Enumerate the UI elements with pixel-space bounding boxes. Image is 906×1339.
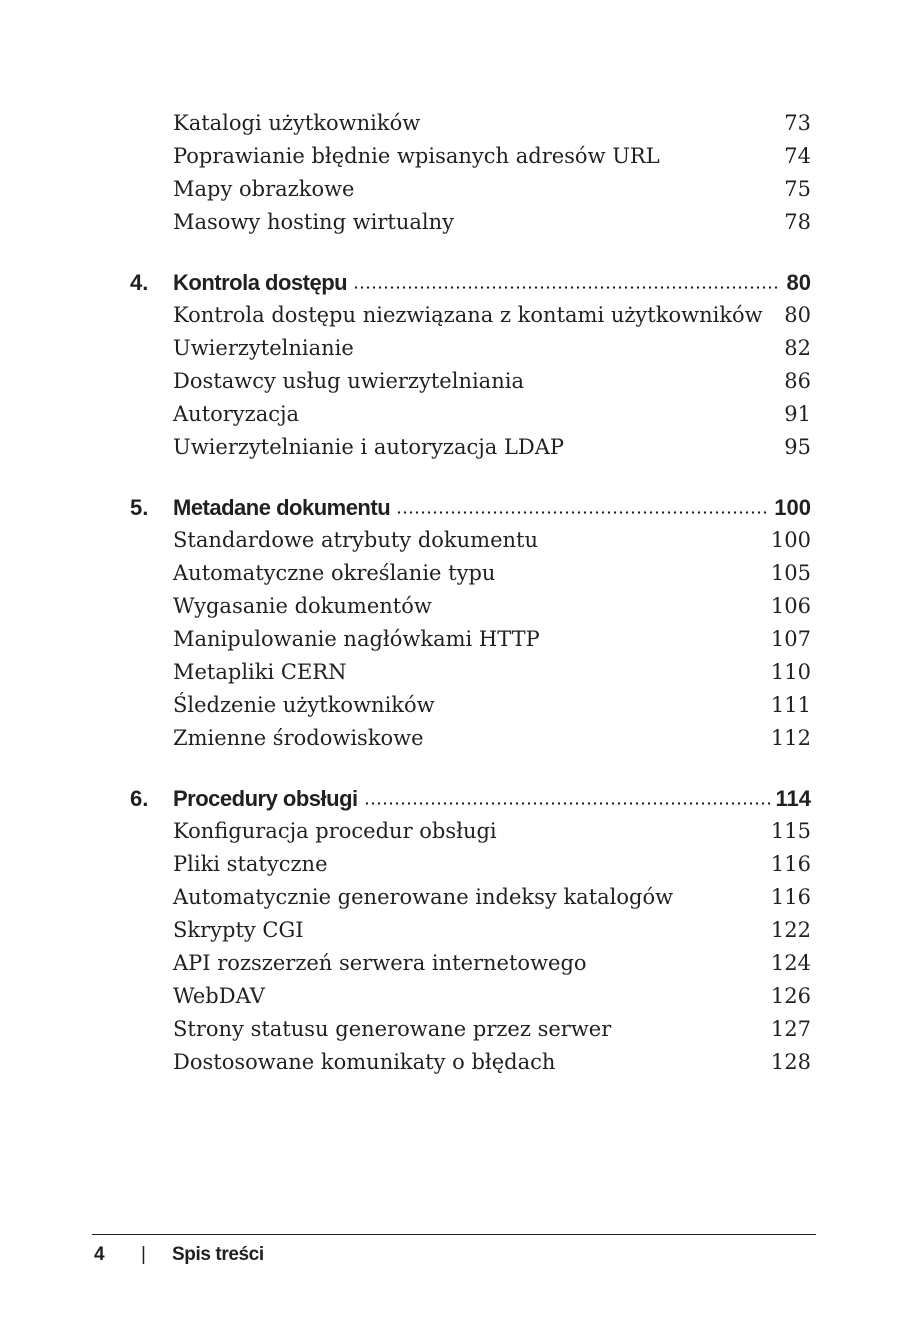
toc-entry-title: Automatycznie generowane indeksy katalogów xyxy=(173,885,674,909)
dot-leader xyxy=(364,802,770,805)
chapter-title: Procedury obsługi xyxy=(173,786,358,811)
toc-entry-page: 124 xyxy=(770,951,811,975)
toc-entry-title: Zmienne środowiskowe xyxy=(173,726,424,750)
toc-entry xyxy=(0,947,906,980)
toc-entry-title: Mapy obrazkowe xyxy=(173,177,355,201)
toc-entry-title: Autoryzacja xyxy=(173,402,300,426)
toc-entry xyxy=(0,173,906,206)
toc-entry-title: Pliki statyczne xyxy=(173,852,328,876)
toc-entry-title: Kontrola dostępu niezwiązana z kontami użytkowników xyxy=(173,303,763,327)
chapter-title-row xyxy=(173,491,811,524)
toc-entry xyxy=(0,365,906,398)
chapter-page: 80 xyxy=(786,270,811,295)
toc-entry-page: 115 xyxy=(770,819,811,843)
footer-section-title: Spis treści xyxy=(172,1244,264,1265)
dot-leader xyxy=(396,511,768,514)
toc-entry-title: Konfiguracja procedur obsługi xyxy=(173,819,497,843)
toc-entry-page: 80 xyxy=(784,303,811,327)
toc-entry-title: Wygasanie dokumentów xyxy=(173,594,432,618)
toc-entry-page: 78 xyxy=(784,210,811,234)
toc-entry xyxy=(0,107,906,140)
toc-entry-page: 111 xyxy=(770,693,811,717)
toc-entry-title: API rozszerzeń serwera internetowego xyxy=(173,951,587,975)
toc-entry xyxy=(0,557,906,590)
toc-entry-title: Strony statusu generowane przez serwer xyxy=(173,1017,612,1041)
toc-entry xyxy=(0,590,906,623)
table-of-contents xyxy=(0,107,906,1079)
toc-entry xyxy=(0,980,906,1013)
toc-entry xyxy=(0,299,906,332)
chapter-page: 100 xyxy=(774,495,811,520)
toc-entry xyxy=(0,1013,906,1046)
toc-entry-title: Manipulowanie nagłówkami HTTP xyxy=(173,627,540,651)
toc-entry-page: 116 xyxy=(770,885,811,909)
toc-entry-page: 116 xyxy=(770,852,811,876)
toc-entry-page: 91 xyxy=(784,402,811,426)
toc-entry xyxy=(0,623,906,656)
chapter-title: Kontrola dostępu xyxy=(173,270,348,295)
toc-entry-title: Standardowe atrybuty dokumentu xyxy=(173,528,539,552)
toc-entry-page: 126 xyxy=(770,984,811,1008)
toc-entry xyxy=(0,815,906,848)
toc-entry xyxy=(0,656,906,689)
toc-entry-title: Automatyczne określanie typu xyxy=(173,561,496,585)
toc-entry-page: 74 xyxy=(784,144,811,168)
toc-entry-page: 100 xyxy=(770,528,811,552)
toc-chapter-heading xyxy=(0,266,906,299)
chapter-number: 5. xyxy=(130,495,149,520)
toc-entry xyxy=(0,431,906,464)
toc-entry xyxy=(0,848,906,881)
toc-entry-page: 73 xyxy=(784,111,811,135)
chapter-title-row xyxy=(173,266,811,299)
toc-entry-title: Uwierzytelnianie xyxy=(173,336,354,360)
toc-entry-page: 75 xyxy=(784,177,811,201)
footer-page-number: 4 xyxy=(94,1244,105,1265)
footer-rule xyxy=(92,1234,816,1235)
toc-entry-title: Skrypty CGI xyxy=(173,918,304,942)
chapter-number: 4. xyxy=(130,270,149,295)
toc-entry-page: 95 xyxy=(784,435,811,459)
toc-entry-title: Śledzenie użytkowników xyxy=(173,693,435,717)
chapter-title: Metadane dokumentu xyxy=(173,495,391,520)
toc-entry xyxy=(0,332,906,365)
toc-entry-title: Poprawianie błędnie wpisanych adresów URL xyxy=(173,144,660,168)
toc-entry-page: 106 xyxy=(770,594,811,618)
chapter-number: 6. xyxy=(130,786,149,811)
toc-entry xyxy=(0,398,906,431)
toc-chapter-heading xyxy=(0,491,906,524)
toc-entry-title: Katalogi użytkowników xyxy=(173,111,421,135)
toc-entry-title: Metapliki CERN xyxy=(173,660,347,684)
toc-entry xyxy=(0,1046,906,1079)
toc-entry-page: 127 xyxy=(770,1017,811,1041)
footer-separator: | xyxy=(141,1244,146,1265)
toc-entry-page: 107 xyxy=(770,627,811,651)
dot-leader xyxy=(353,286,780,289)
toc-entry xyxy=(0,722,906,755)
toc-chapter-heading xyxy=(0,782,906,815)
toc-entry-title: WebDAV xyxy=(173,984,265,1008)
toc-entry xyxy=(0,524,906,557)
toc-entry-page: 86 xyxy=(784,369,811,393)
toc-entry-page: 128 xyxy=(770,1050,811,1074)
toc-entry xyxy=(0,140,906,173)
toc-entry-page: 122 xyxy=(770,918,811,942)
toc-entry xyxy=(0,689,906,722)
toc-entry-page: 82 xyxy=(784,336,811,360)
toc-entry-title: Dostosowane komunikaty o błędach xyxy=(173,1050,556,1074)
toc-entry xyxy=(0,881,906,914)
toc-entry-title: Masowy hosting wirtualny xyxy=(173,210,455,234)
chapter-title-row xyxy=(173,782,811,815)
toc-entry xyxy=(0,914,906,947)
toc-entry xyxy=(0,206,906,239)
toc-entry-title: Dostawcy usług uwierzytelniania xyxy=(173,369,524,393)
toc-entry-page: 110 xyxy=(770,660,811,684)
chapter-page: 114 xyxy=(775,786,811,811)
toc-entry-page: 112 xyxy=(770,726,811,750)
toc-entry-page: 105 xyxy=(770,561,811,585)
toc-entry-title: Uwierzytelnianie i autoryzacja LDAP xyxy=(173,435,565,459)
